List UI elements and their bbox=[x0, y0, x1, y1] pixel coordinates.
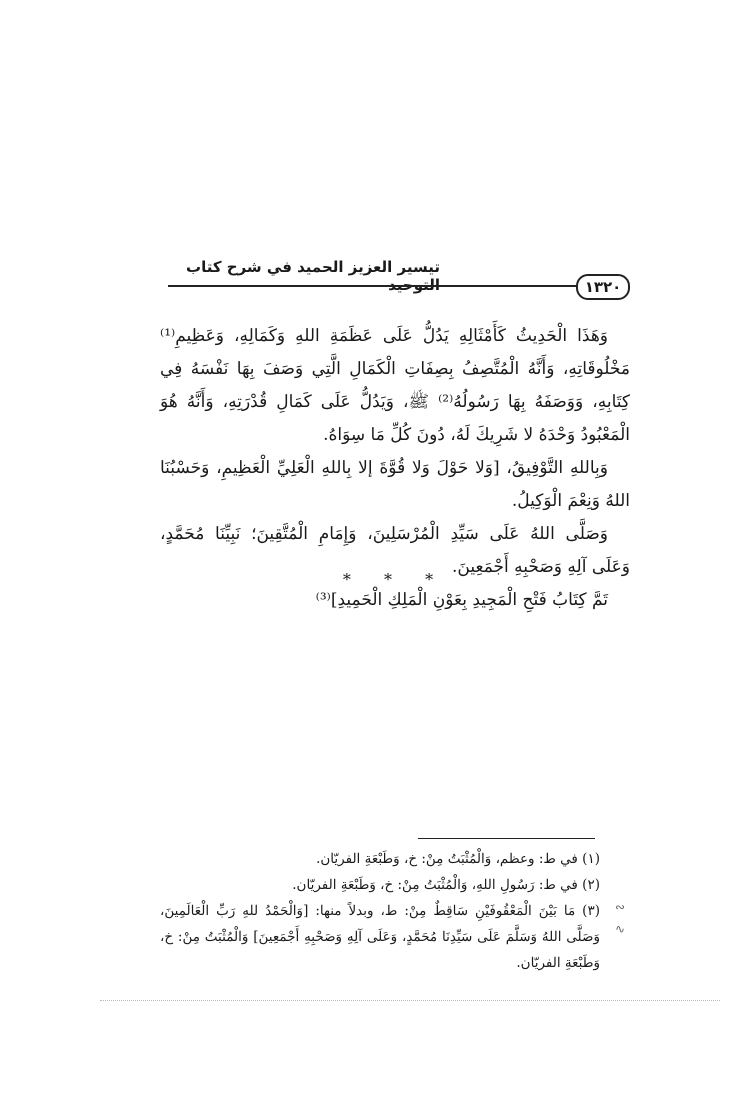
footnote-3: (٣) مَا بَيْنَ الْمَعْقُوفَيْنِ سَاقِطٌ مِنْ: ط، وبدلاً منها: [وَالْحَمْدُ للهِ رَبِّ الْعَالَمِينَ، وَصَلَّى اللهُ وَسَلَّمَ عَلَى سَيِّدِنَا مُحَمَّدٍ، وَعَلَى آلِهِ وَصَحْبِهِ أَجْمَعِينَ] وَالْمُثْبَتُ مِنْ: خ، وَطَبْعَةِ الفريّان. bbox=[160, 903, 600, 971]
margin-scribble-mark: ∾ bbox=[615, 900, 626, 914]
paragraph-1: وَهَذَا الْحَدِيثُ كَأَمْثَالِهِ يَدُلُّ عَلَى عَظَمَةِ اللهِ وَكَمَالِهِ، وَعَظِيمِ⁽¹⁾ مَخْلُوقَاتِهِ، وَأَنَّهُ الْمُتَّصِفُ بِصِفَاتِ الْكَمَالِ الَّتِي وَصَفَ بِهَا نَفْسَهُ فِي كِتَابِهِ، وَوَصَفَهُ بِهَا رَسُولُهُ⁽²⁾ ﷺ، وَيَدُلُّ عَلَى كَمَالِ قُدْرَتِهِ، وَأَنَّهُ هُوَ الْمَعْبُودُ وَحْدَهُ لا شَرِيكَ لَهُ، دُونَ كُلِّ مَا سِوَاهُ. bbox=[160, 326, 630, 445]
scan-edge-line bbox=[100, 1000, 720, 1001]
page-number: ١٣٢٠ bbox=[576, 274, 630, 300]
footnote-2: (٢) في ط: رَسُولِ اللهِ، وَالْمُثْبَتُ مِنْ: خ، وَطَبْعَةِ الفريّان. bbox=[292, 877, 600, 893]
margin-scribble-mark: ∿ bbox=[615, 922, 626, 936]
footnotes bbox=[160, 846, 600, 976]
closing-line: تَمَّ كِتَابُ فَتْحِ الْمَجِيدِ بِعَوْنِ الْمَلِكِ الْحَمِيدِ]⁽³⁾ bbox=[315, 590, 608, 610]
section-separator: * * * bbox=[342, 570, 448, 589]
paragraph-2: وَبِاللهِ التَّوْفِيقُ، [وَلا حَوْلَ وَلا قُوَّةَ إلا بِاللهِ الْعَلِيِّ الْعَظِيمِ، وَحَسْبُنَا اللهُ وَنِعْمَ الْوَكِيلُ. bbox=[160, 458, 630, 511]
header-rule bbox=[168, 285, 578, 287]
running-header-title: تيسير العزيز الحميد في شرح كتاب التوحيد bbox=[186, 258, 440, 294]
paragraph-3: وَصَلَّى اللهُ عَلَى سَيِّدِ الْمُرْسَلِينَ، وَإِمَامِ الْمُتَّقِينَ؛ نَبِيِّنَا مُحَمَّدٍ، وَعَلَى آلِهِ وَصَحْبِهِ أَجْمَعِينَ. bbox=[160, 524, 630, 577]
footnote-1: (١) في ط: وعظم، وَالْمُثْبَتُ مِنْ: خ، وَطَبْعَةِ الفريّان. bbox=[316, 851, 600, 867]
footnote-rule bbox=[418, 838, 595, 839]
